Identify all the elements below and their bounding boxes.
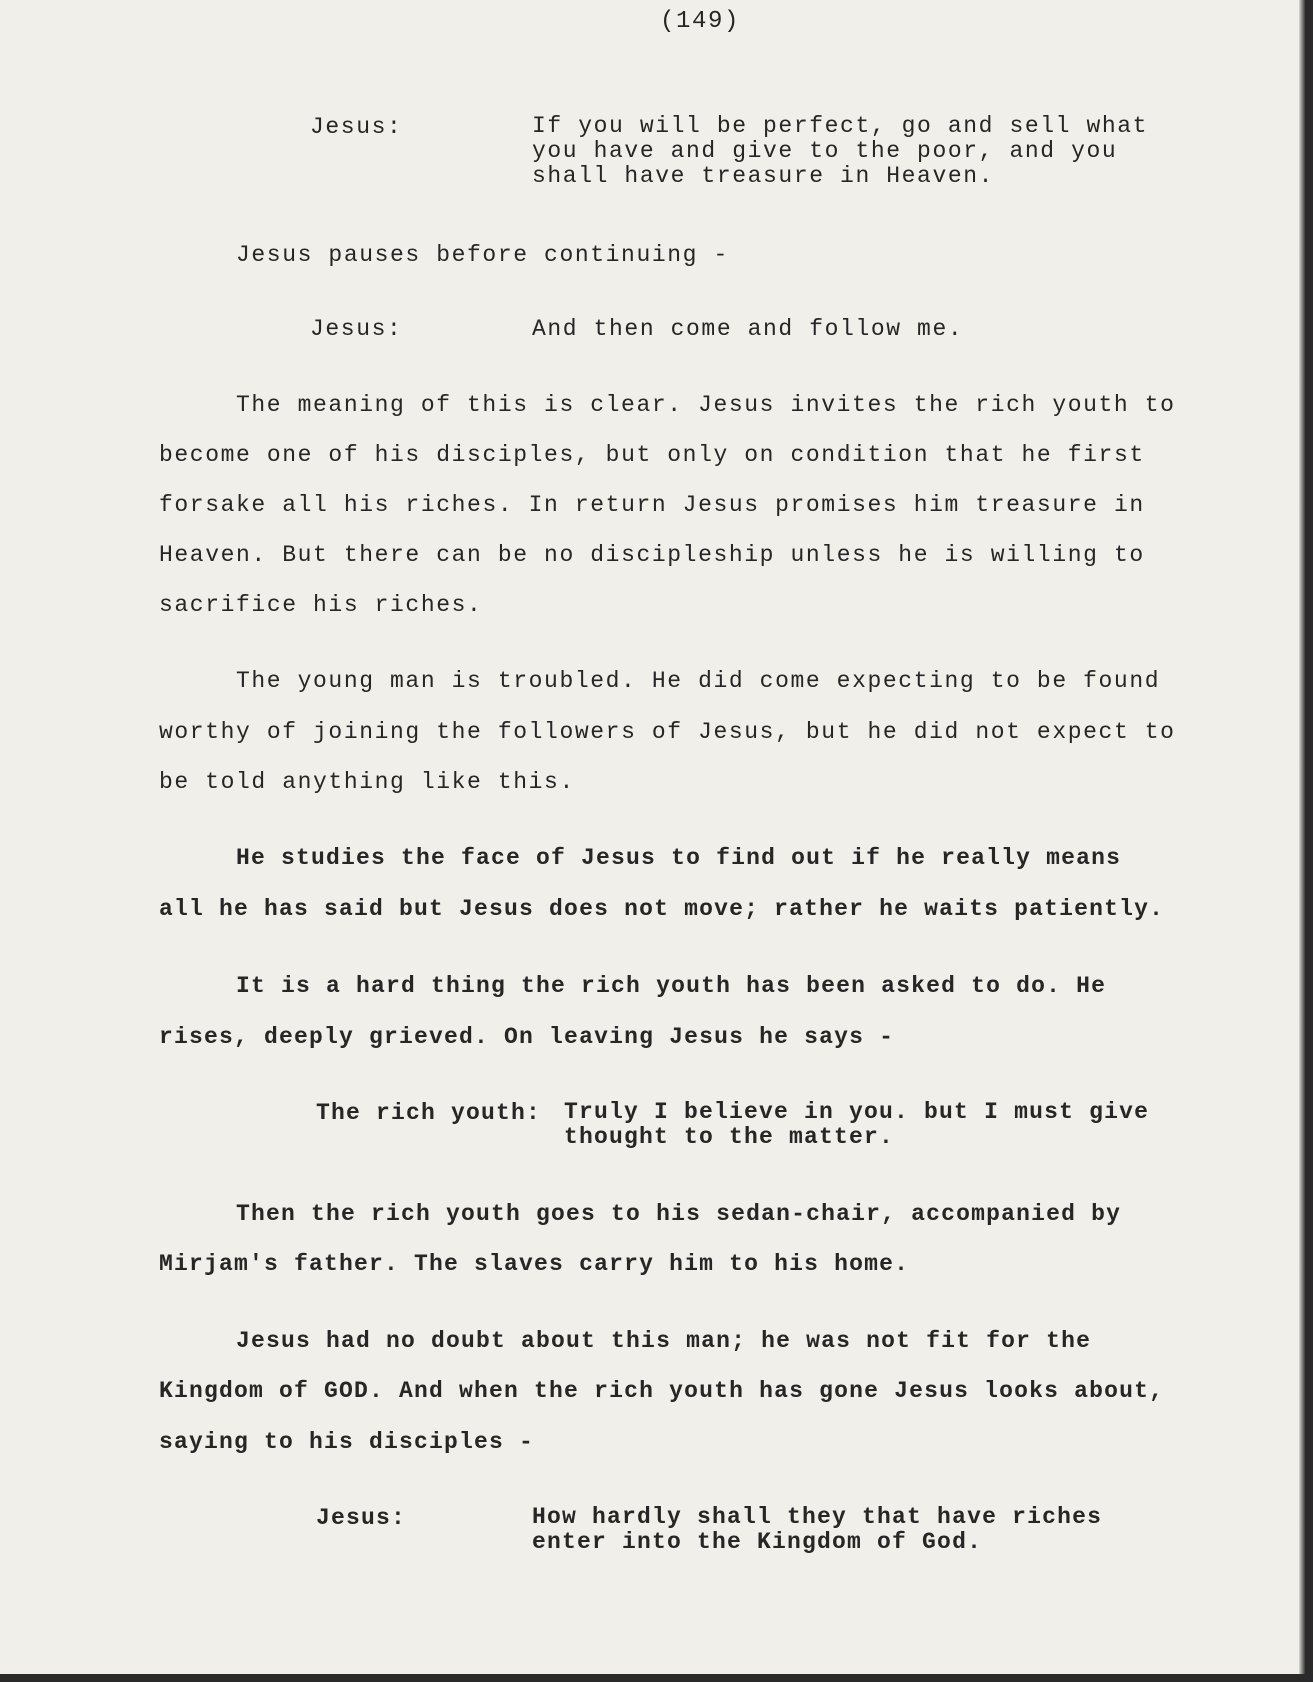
dialogue-4-text [532,1505,1102,1555]
paragraph-6-line: saying to his disciples - [159,1429,535,1455]
paragraph-1-line: The meaning of this is clear. Jesus invites the rich youth to [236,392,1176,418]
paragraph-1-line: sacrifice his riches. [159,592,483,618]
dialogue-4-speaker: Jesus: [316,1505,407,1531]
dialogue-4-line: How hardly shall they that have riches [532,1504,1103,1530]
paragraph-1-line: Heaven. But there can be no discipleship unless he is willing to [159,542,1145,568]
dialogue-2-speaker: Jesus: [310,316,403,342]
stage-direction: Jesus pauses before continuing - [236,242,729,268]
paragraph-5-line: Then the rich youth goes to his sedan-chair, accompanied by [236,1201,1122,1227]
paragraph-2-line: The young man is troubled. He did come expecting to be found [236,668,1161,694]
dialogue-3-text [564,1100,1149,1150]
paragraph-2-line: worthy of joining the followers of Jesus, but he did not expect to [159,719,1176,745]
paragraph-1-line: become one of his disciples, but only on condition that he first [159,442,1145,468]
dialogue-1-text [532,114,1148,189]
paragraph-6-line: Kingdom of GOD. And when the rich youth has gone Jesus looks about, [159,1378,1165,1404]
dialogue-1-line: you have and give to the poor, and you [532,138,1118,164]
dialogue-3-line: Truly I believe in you. but I must give [564,1099,1150,1125]
dialogue-2-line: And then come and follow me. [532,316,964,342]
dialogue-3-line: thought to the matter. [564,1124,895,1150]
dialogue-3-speaker: The rich youth: [316,1100,542,1126]
paragraph-6-line: Jesus had no doubt about this man; he was not fit for the [236,1328,1092,1354]
paragraph-4-line: It is a hard thing the rich youth has been asked to do. He [236,973,1107,999]
dialogue-1-line: shall have treasure in Heaven. [532,163,995,189]
dialogue-4-line: enter into the Kingdom of God. [532,1529,983,1555]
dialogue-1-line: If you will be perfect, go and sell what [532,113,1149,139]
paragraph-3-line: all he has said but Jesus does not move; rather he waits patiently. [159,896,1165,922]
dialogue-1-speaker: Jesus: [310,114,403,140]
paragraph-3-line: He studies the face of Jesus to find out if he really means [236,845,1122,871]
paragraph-2-line: be told anything like this. [159,769,575,795]
page-edge-shadow [1299,0,1305,1674]
paragraph-5-line: Mirjam's father. The slaves carry him to his home. [159,1251,910,1277]
page-number: (149) [659,8,740,35]
paragraph-4-line: rises, deeply grieved. On leaving Jesus he says - [159,1024,895,1050]
paragraph-1-line: forsake all his riches. In return Jesus promises him treasure in [159,492,1145,518]
